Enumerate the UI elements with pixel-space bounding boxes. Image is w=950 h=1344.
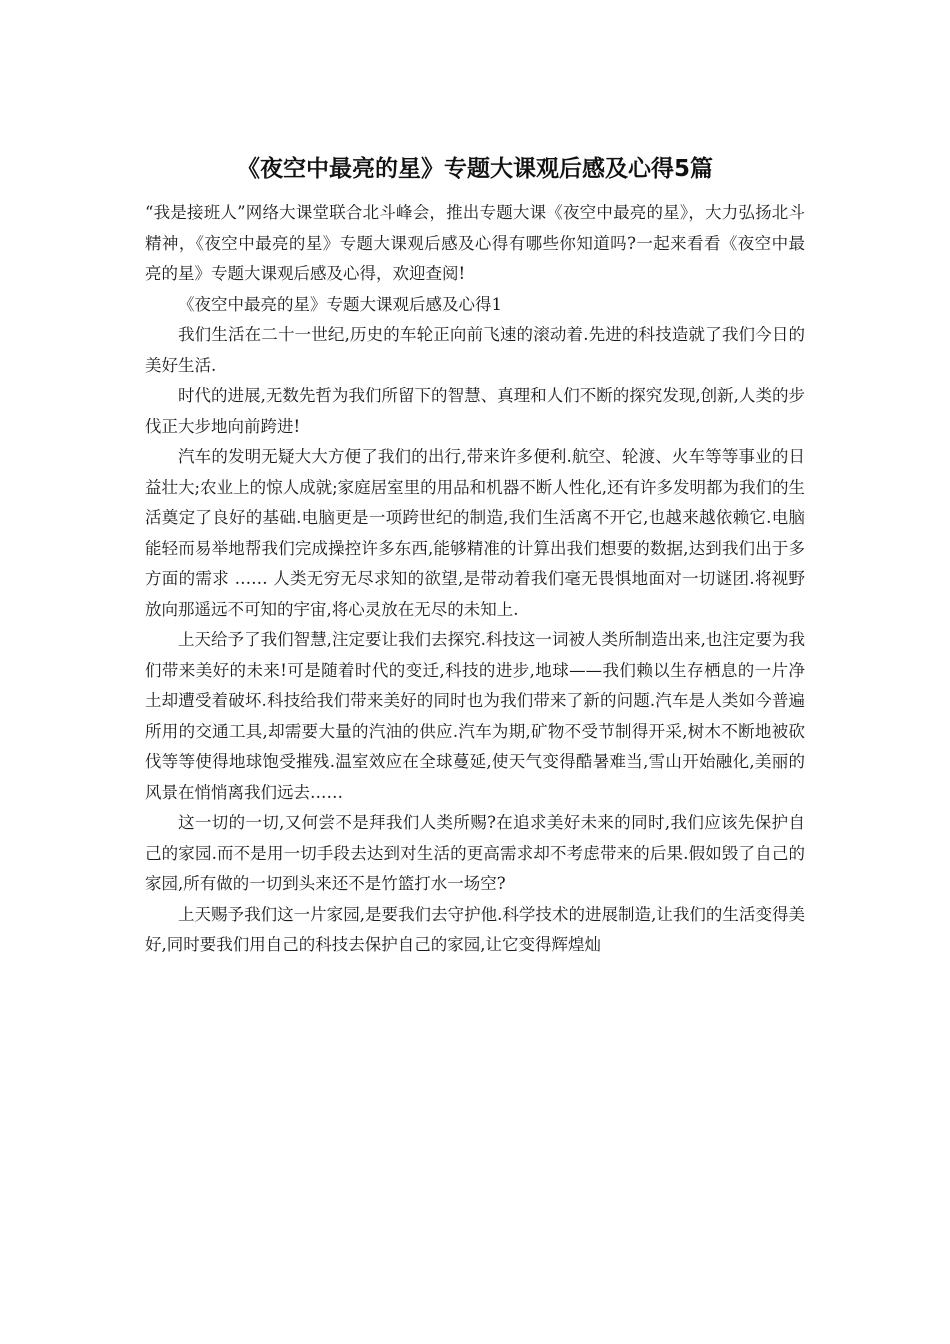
body-paragraph: 这一切的一切,又何尝不是拜我们人类所赐?在追求美好未来的同时,我们应该先保护自己的家园.而不是用一切手段去达到对生活的更高需求却不考虑带来的后果.假如毁了自己的家园,所有做的一切到头来还不是竹篮打水一场空? — [145, 813, 805, 893]
body-paragraph: 上天给予了我们智慧,注定要让我们去探究.科技这一词被人类所制造出来,也注定要为我们带来美好的未来!可是随着时代的变迁,科技的进步,地球——我们赖以生存栖息的一片净土却遭受着破坏.科技给我们带来美好的同时也为我们带来了新的问题.汽车是人类如今普遍所用的交通工具,却需要大量的汽油的供应.汽车为期,矿物不受节制得开采,树木不断地被砍伐等等使得地球饱受摧残.温室效应在全球蔓延,使天气变得酷暑难当,雪山开始融化,美丽的风景在悄悄离我们远去…… — [145, 630, 805, 802]
body-paragraph: 时代的进展,无数先哲为我们所留下的智慧、真理和人们不断的探究发现,创新,人类的步伐正大步地向前跨进! — [145, 386, 805, 436]
body-paragraph: 汽车的发明无疑大大方便了我们的出行,带来许多便利.航空、轮渡、火车等等事业的日益壮大;农业上的惊人成就;家庭居室里的用品和机器不断人性化,还有许多发明都为我们的生活奠定了良好的基础.电脑更是一项跨世纪的制造,我们生活离不开它,也越来越依赖它.电脑能轻而易举地帮我们完成操控许多东西,能够精准的计算出我们想要的数据,达到我们出于多方面的需求 …… 人类无穷无尽求知的欲望,是带动着我们毫无畏惧地面对一切谜团.将视野放向那遥远不可知的宇宙,将心灵放在无尽的未知上. — [145, 447, 805, 619]
document-body — [145, 198, 805, 961]
body-paragraph: 我们生活在二十一世纪,历史的车轮正向前飞速的滚动着.先进的科技造就了我们今日的美好生活. — [145, 325, 805, 375]
body-paragraph: 上天赐予我们这一片家园,是要我们去守护他.科学技术的进展制造,让我们的生活变得美好,同时要我们用自己的科技去保护自己的家园,让它变得辉煌灿 — [145, 904, 805, 954]
intro-paragraph: “我是接班人”网络大课堂联合北斗峰会，推出专题大课《夜空中最亮的星》，大力弘扬北斗精神，《夜空中最亮的星》专题大课观后感及心得有哪些你知道吗?一起来看看《夜空中最亮的星》专题大课观后感及心得，欢迎查阅! — [145, 203, 805, 283]
section-heading: 《夜空中最亮的星》专题大课观后感及心得1 — [178, 294, 502, 314]
document-title: 《夜空中最亮的星》专题大课观后感及心得5篇 — [236, 156, 713, 182]
